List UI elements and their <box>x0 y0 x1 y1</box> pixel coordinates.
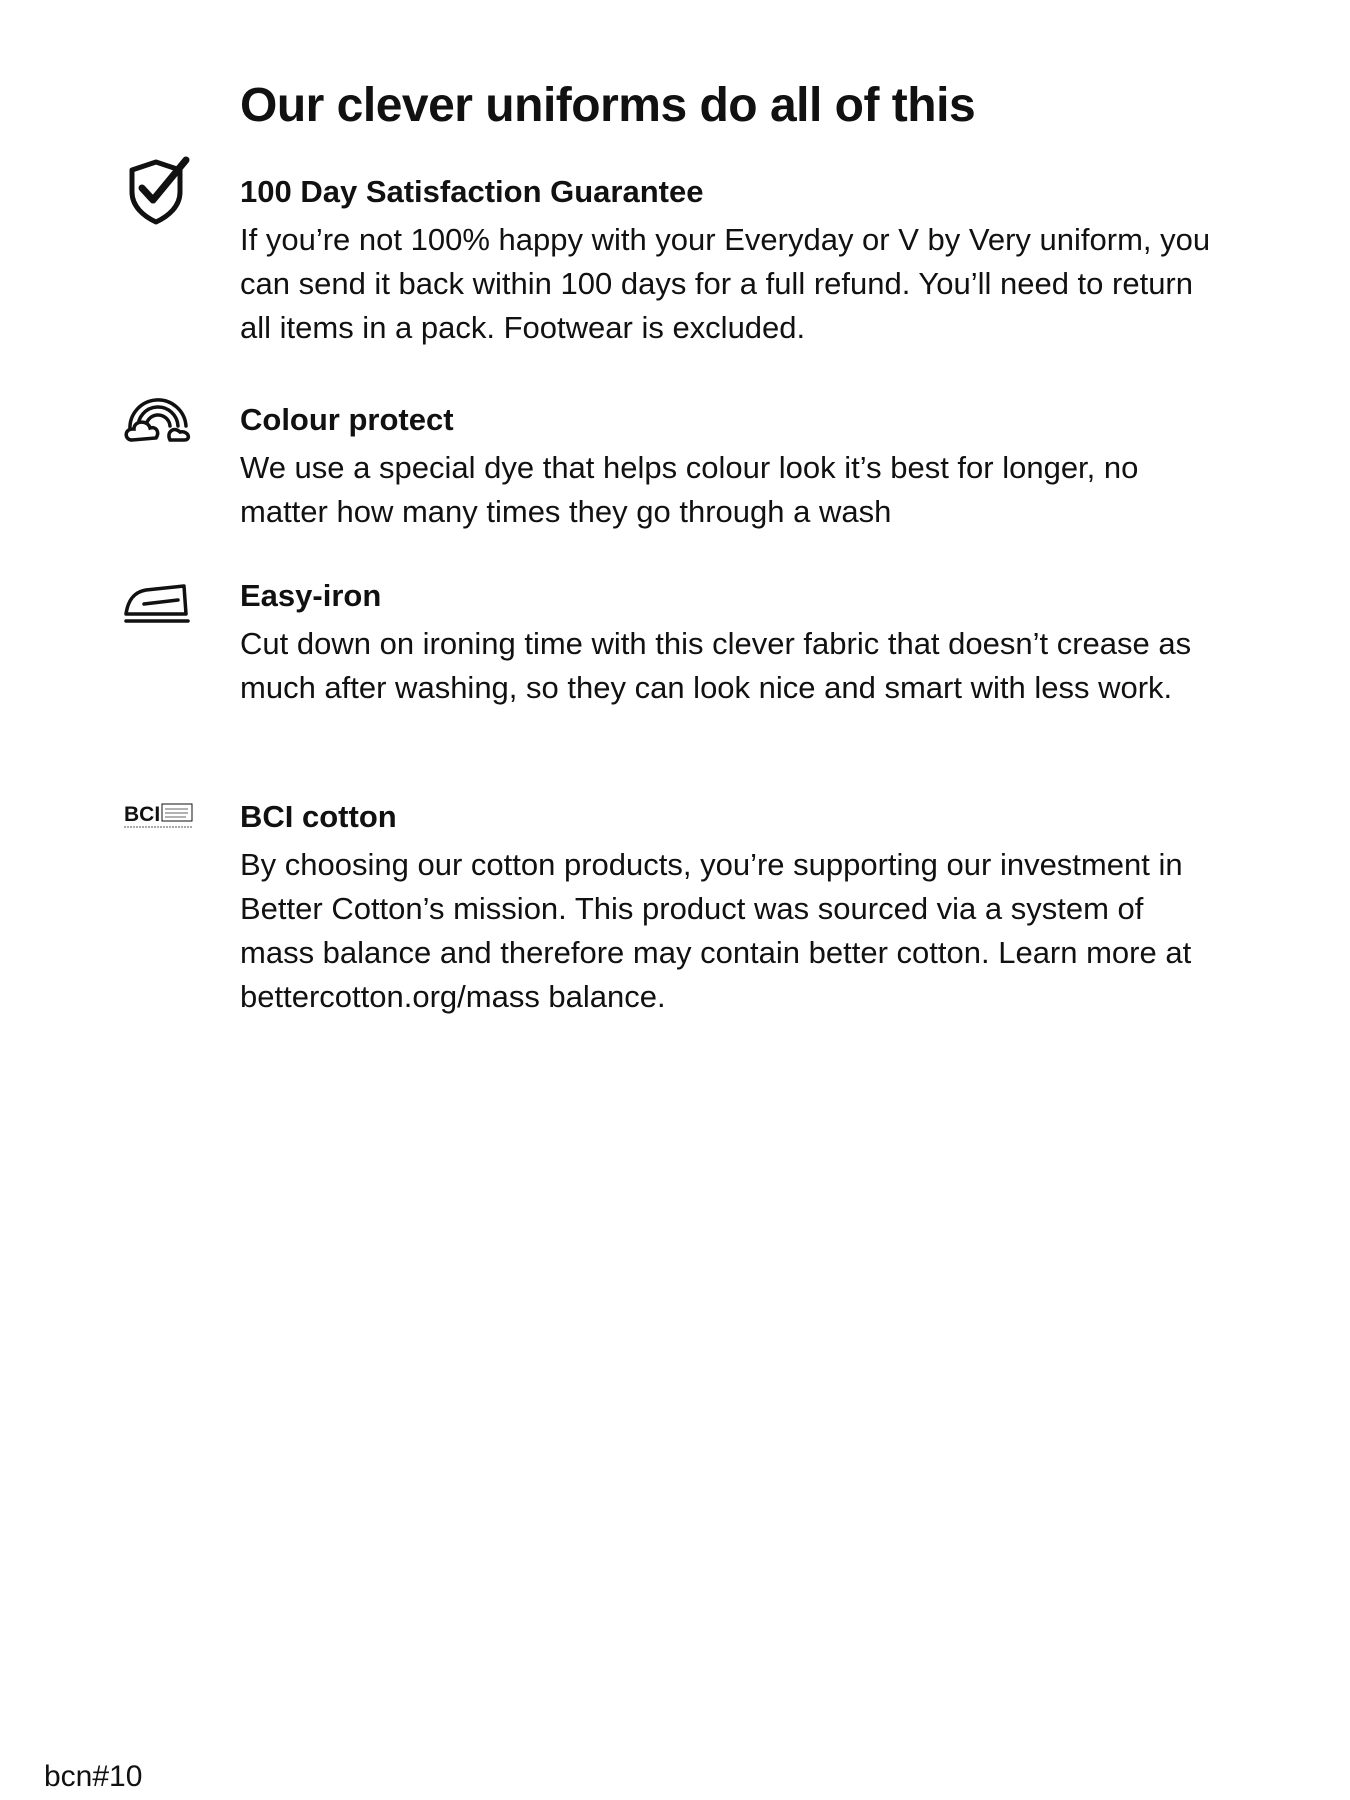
iron-icon <box>122 578 194 650</box>
feature-description: Cut down on ironing time with this clever fabric that doesn’t crease as much after washing, so they can look nice and smart with less work. <box>240 626 1192 705</box>
svg-text:BCI: BCI <box>124 803 161 826</box>
rainbow-cloud-icon <box>122 396 194 468</box>
page-footer-code: bcn#10 <box>44 1760 143 1793</box>
shield-check-icon <box>122 154 194 226</box>
page-title: Our clever uniforms do all of this <box>240 79 976 132</box>
feature-description: By choosing our cotton products, you’re supporting our investment in Better Cotton’s mission. This product was sourced via a system of mass balance and therefore may contain better cotton. Learn more at bettercotton.org/mass balance. <box>240 847 1192 1014</box>
bci-logo-icon <box>122 801 202 841</box>
feature-title: 100 Day Satisfaction Guarantee <box>240 174 704 209</box>
feature-title: BCI cotton <box>240 799 397 834</box>
feature-description: If you’re not 100% happy with your Everyday or V by Very uniform, you can send it back within 100 days for a full refund. You’ll need to return all items in a pack. Footwear is excluded. <box>240 222 1211 345</box>
feature-description: We use a special dye that helps colour look it’s best for longer, no matter how many times they go through a wash <box>240 450 1139 529</box>
feature-title: Easy-iron <box>240 578 382 613</box>
feature-title: Colour protect <box>240 402 454 437</box>
